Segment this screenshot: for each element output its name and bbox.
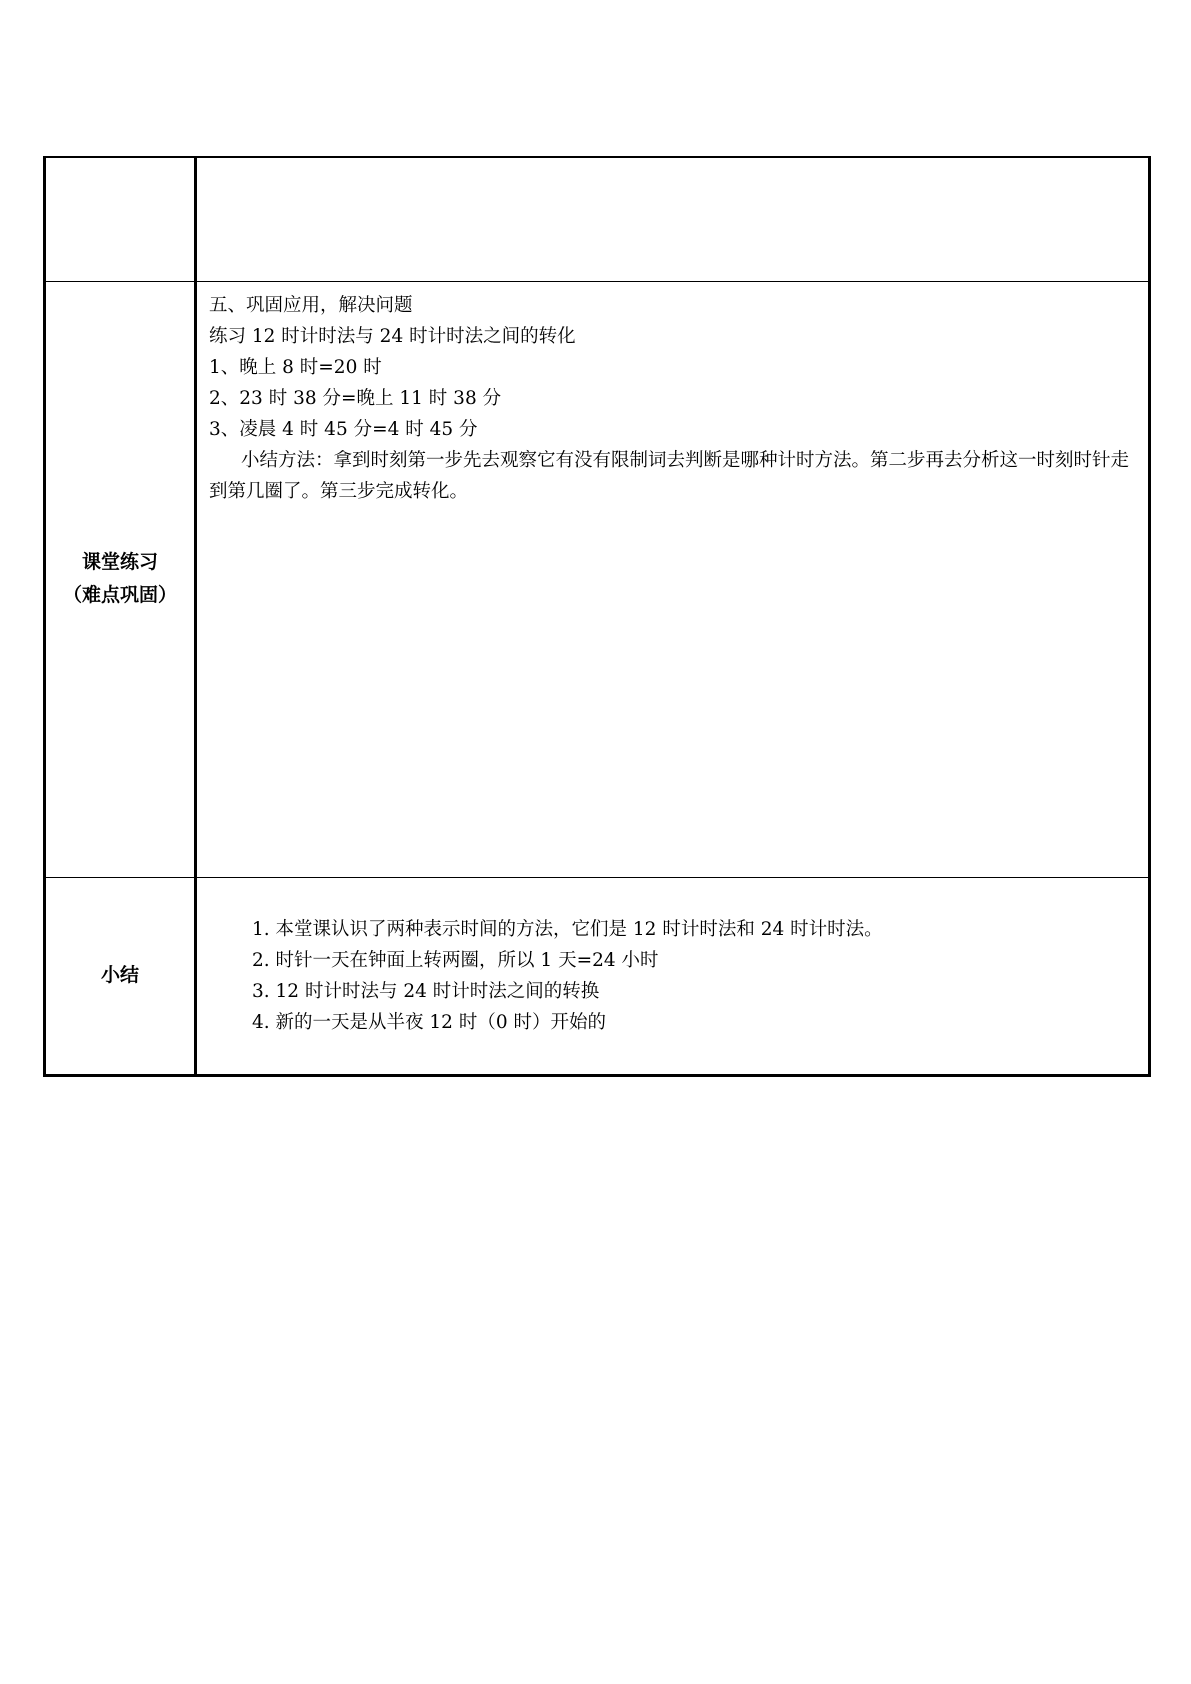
practice-intro: 练习 12 时计时法与 24 时计时法之间的转化 (209, 325, 576, 347)
label-cell-practice (45, 281, 196, 877)
practice-item-1: 1、晚上 8 时=20 时 (209, 356, 382, 378)
summary-label: 小结 (100, 964, 139, 986)
label-cell-summary (45, 877, 196, 1075)
lesson-plan-table (43, 156, 1151, 1077)
practice-item-3: 3、凌晨 4 时 45 分=4 时 45 分 (209, 418, 478, 440)
table-row-practice (45, 281, 1150, 877)
label-cell-empty (45, 157, 196, 281)
practice-heading: 五、巩固应用，解决问题 (209, 294, 413, 316)
summary-content (197, 878, 1148, 1038)
practice-sublabel: （难点巩固） (62, 584, 177, 606)
practice-label: 课堂练习 (81, 551, 158, 573)
summary-item-1: 1. 本堂课认识了两种表示时间的方法，它们是 12 时计时法和 24 时计时法。 (252, 918, 883, 940)
practice-content (197, 282, 1148, 507)
table-row-summary (45, 877, 1150, 1075)
summary-item-2: 2. 时针一天在钟面上转两圈，所以 1 天=24 小时 (252, 949, 659, 971)
content-cell-empty (196, 157, 1150, 281)
practice-item-2: 2、23 时 38 分=晚上 11 时 38 分 (209, 387, 502, 409)
practice-method-summary: 小结方法：拿到时刻第一步先去观察它有没有限制词去判断是哪种计时方法。第二步再去分析这一时刻时针走到第几圈了。第三步完成转化。 (209, 449, 1130, 502)
table-row-top (45, 157, 1150, 281)
content-cell-summary (196, 877, 1150, 1075)
summary-item-3: 3. 12 时计时法与 24 时计时法之间的转换 (252, 980, 600, 1002)
content-cell-practice (196, 281, 1150, 877)
summary-item-4: 4. 新的一天是从半夜 12 时（0 时）开始的 (252, 1011, 606, 1033)
